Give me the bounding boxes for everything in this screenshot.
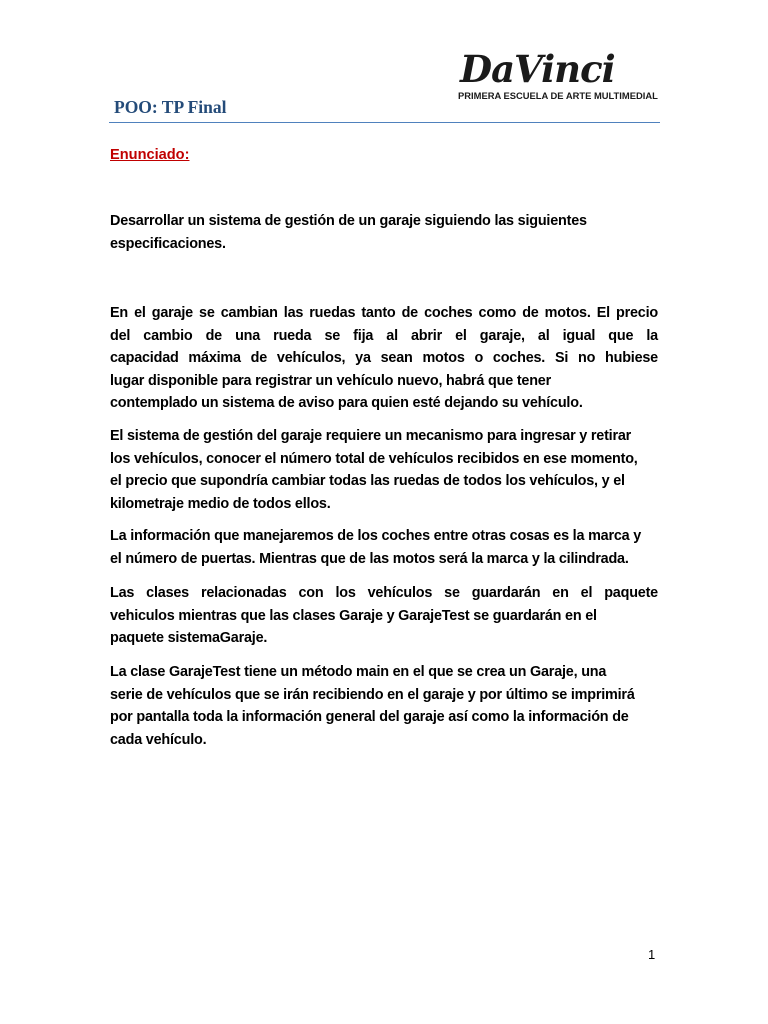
paragraph-line: La información que manejaremos de los coches entre otras cosas es la marca y — [110, 528, 642, 544]
paragraph-vehicle-info — [110, 525, 658, 570]
paragraph-line: La clase GarajeTest tiene un método main en el que se crea un Garaje, una — [110, 664, 607, 680]
logo-subtitle: PRIMERA ESCUELA DE ARTE MULTIMEDIAL — [458, 90, 658, 101]
section-heading: Enunciado: — [110, 147, 190, 163]
paragraph-line: los vehículos, conocer el número total de vehículos recibidos en ese momento, — [110, 450, 638, 467]
paragraph-line: el precio que supondría cambiar todas las ruedas de todos los vehículos, y el — [110, 473, 625, 490]
paragraph-packages — [110, 582, 658, 650]
paragraph-line: lugar disponible para registrar un vehículo nuevo, habrá que tener — [110, 372, 552, 389]
logo-wordmark: DaVinci — [460, 47, 615, 91]
paragraph-intro — [110, 210, 658, 255]
paragraph-garage-wheels — [110, 302, 658, 415]
paragraph-line: paquete sistemaGaraje. — [110, 630, 268, 647]
paragraph-line: vehiculos mientras que las clases Garaje y GarajeTest se guardarán en el — [110, 607, 597, 624]
paragraph-management-system — [110, 425, 658, 515]
paragraph-line: por pantalla toda la información general del garaje así como la información de — [110, 709, 629, 726]
paragraph-line: Las clases relacionadas con los vehículos se guardarán en el paquete — [110, 585, 658, 601]
paragraph-line: el número de puertas. Mientras que de las motos será la marca y la cilindrada. — [110, 550, 629, 567]
paragraph-line: Desarrollar un sistema de gestión de un garaje siguiendo las siguientes — [110, 213, 587, 229]
paragraph-line: serie de vehículos que se irán recibiendo en el garaje y por último se imprimirá — [110, 686, 635, 703]
paragraph-line: kilometraje medio de todos ellos. — [110, 495, 331, 512]
davinci-logo — [456, 44, 656, 104]
paragraph-line: del cambio de una rueda se fija al abrir el garaje, al igual que la — [110, 327, 658, 344]
paragraph-garajetest — [110, 661, 658, 751]
paragraph-line: El sistema de gestión del garaje requiere un mecanismo para ingresar y retirar — [110, 428, 632, 444]
paragraph-line: contemplado un sistema de aviso para quien esté dejando su vehículo. — [110, 395, 583, 412]
paragraph-line: cada vehículo. — [110, 731, 207, 748]
page-title: POO: TP Final — [114, 97, 227, 117]
paragraph-line: capacidad máxima de vehículos, ya sean motos o coches. Si no hubiese — [110, 350, 658, 367]
page-number: 1 — [648, 947, 656, 962]
header-divider — [109, 122, 660, 123]
paragraph-line: En el garaje se cambian las ruedas tanto de coches como de motos. El precio — [110, 305, 658, 321]
paragraph-line: especificaciones. — [110, 235, 226, 252]
